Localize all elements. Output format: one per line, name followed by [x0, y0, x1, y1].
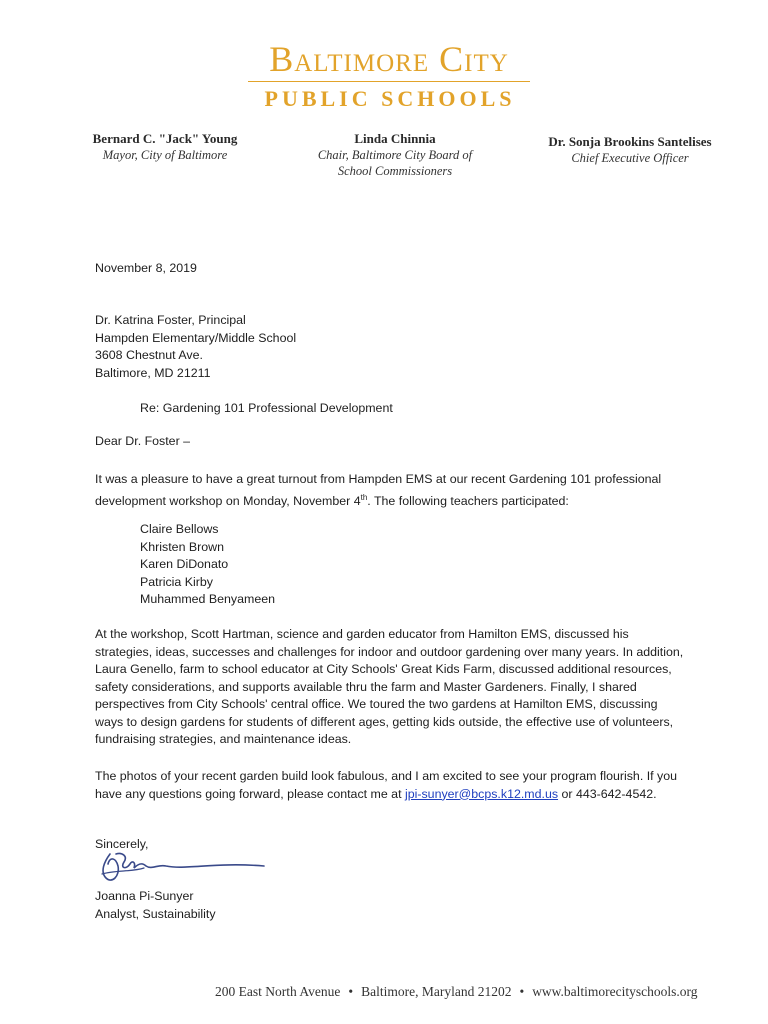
paragraph-workshop: At the workshop, Scott Hartman, science and garden educator from Hamilton EMS, discussed his strategies, ideas, successes and challenges for indoor and outdoor gardening over many years. In addition, Laura Genello, farm to school educator at City Schools' Great Kids Farm, discussed additional resources, safety considerations, and supports available thru the farm and Master Gardeners. Finally, I shared perspectives from City Schools' central office. We toured the two gardens at Hamilton EMS, discussing ways to design gardens for students of different ages, getting kids outside, the effective use of volunteers, fundraising strategies, and maintenance ideas.	[95, 627, 684, 746]
brand-title: Baltimore City	[269, 39, 509, 79]
recipient-address	[95, 312, 296, 382]
address-line: Dr. Katrina Foster, Principal	[95, 313, 246, 327]
paragraph-closing	[95, 768, 685, 803]
email-link[interactable]: jpi-sunyer@bcps.k12.md.us	[404, 786, 559, 801]
officer-name: Bernard C. "Jack" Young	[92, 131, 238, 146]
address-line: Hampden Elementary/Middle School	[95, 330, 297, 345]
brand-subtitle: PUBLIC SCHOOLS	[264, 86, 516, 111]
list-item: Claire Bellows	[140, 522, 219, 536]
subject-line: Re: Gardening 101 Professional Development	[140, 401, 393, 415]
signer-title: Analyst, Sustainability	[95, 907, 216, 921]
officer-role: Chief Executive Officer	[571, 151, 689, 165]
footer-address	[215, 984, 698, 1000]
salutation: Dear Dr. Foster –	[95, 434, 191, 448]
officer-mayor	[70, 131, 260, 163]
paragraph-text: It was a pleasure to have a great turnout from Hampden EMS at our recent Gardening 101 professional development workshop on Monday, November 4	[95, 472, 662, 508]
officer-ceo	[520, 134, 740, 166]
handwritten-signature	[96, 848, 276, 890]
signer-name: Joanna Pi-Sunyer	[95, 889, 194, 903]
bullet-separator: •	[348, 984, 354, 999]
bullet-separator: •	[519, 984, 525, 999]
list-item: Patricia Kirby	[140, 574, 213, 589]
list-item: Karen DiDonato	[140, 557, 229, 571]
brand-divider	[248, 81, 530, 82]
footer-city: Baltimore, Maryland 21202	[361, 984, 512, 999]
letter-date: November 8, 2019	[95, 261, 197, 275]
list-item: Khristen Brown	[140, 539, 225, 554]
ordinal-suffix: th	[360, 492, 368, 502]
footer-street: 200 East North Avenue	[215, 984, 341, 999]
officer-name: Dr. Sonja Brookins Santelises	[548, 134, 712, 149]
footer-website[interactable]: www.baltimorecityschools.org	[532, 984, 698, 999]
officer-role: Chair, Baltimore City Board of	[317, 148, 473, 162]
paragraph-intro	[95, 471, 685, 510]
paragraph-text: The photos of your recent garden build look fabulous, and I am excited to see your program flourish. If you have any questions going forward, please contact me at	[95, 769, 678, 801]
address-line: Baltimore, MD 21211	[95, 365, 211, 380]
paragraph-text: . The following teachers participated:	[367, 493, 569, 508]
paragraph-text: or 443-642-4542.	[558, 786, 657, 801]
officer-name: Linda Chinnia	[354, 131, 436, 146]
list-item: Muhammed Benyameen	[140, 592, 275, 606]
teacher-list	[140, 521, 275, 609]
officer-role: Mayor, City of Baltimore	[102, 148, 228, 162]
officer-board-chair	[300, 131, 490, 179]
address-line: 3608 Chestnut Ave.	[95, 348, 203, 362]
officer-role: School Commissioners	[337, 164, 453, 178]
closing: Sincerely,	[95, 837, 149, 851]
